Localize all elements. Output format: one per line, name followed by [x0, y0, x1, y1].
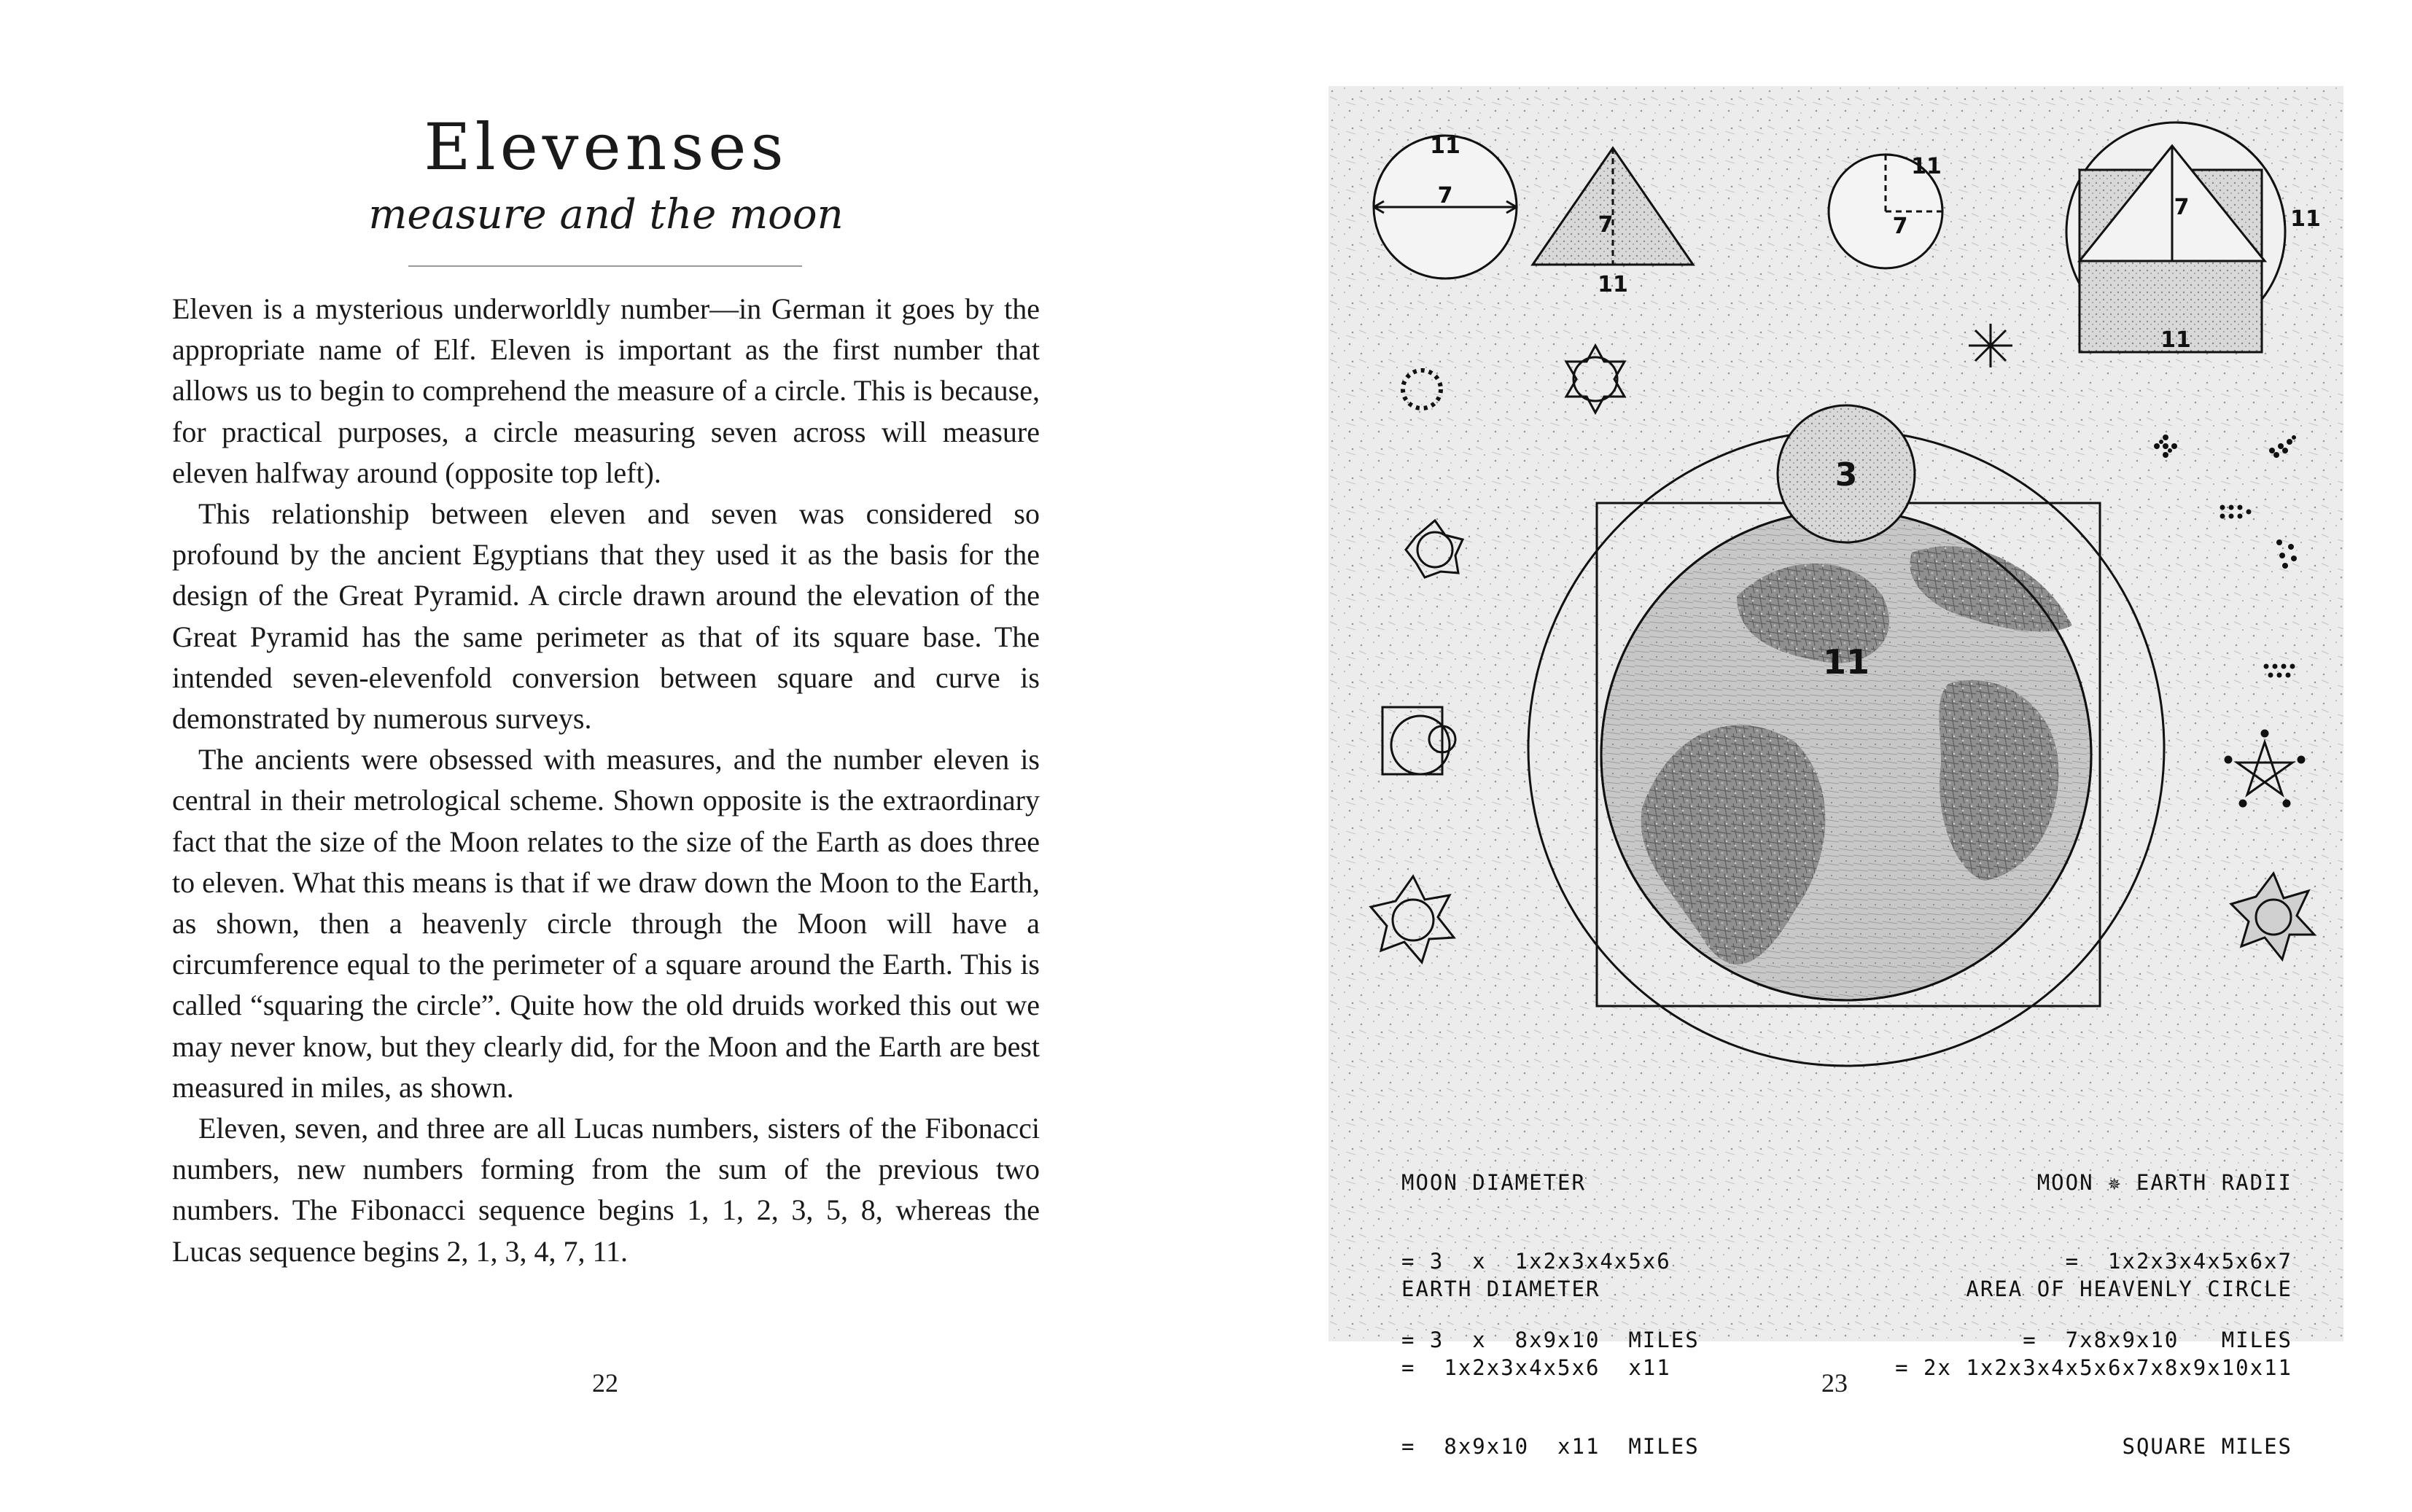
title-divider — [408, 265, 802, 267]
moon-diameter-line-2: = 3 x 8x9x10 MILES — [1401, 1328, 1700, 1352]
d4-side-number: 11 — [2290, 206, 2321, 232]
d1-top-number: 11 — [1430, 133, 1460, 159]
heavenly-circle-line-2: SQUARE MILES — [2122, 1434, 2292, 1459]
heavenly-circle-label — [1895, 1223, 2292, 1512]
page-title: Elevenses — [424, 109, 788, 184]
asterisk-icon — [1969, 324, 2012, 367]
body-text — [172, 289, 1040, 1272]
earth-diameter-line-1: = 1x2x3x4x5x6 x11 — [1401, 1355, 1671, 1380]
moon-earth-radii-line-1: = 1x2x3x4x5x6x7 — [2065, 1249, 2292, 1274]
earth-diameter-title: EARTH DIAMETER — [1401, 1277, 1600, 1301]
moon-earth-radii-line-2: = 7x8x9x10 MILES — [2023, 1328, 2292, 1352]
paragraph-3: The ancients were obsessed with measures, and the number eleven is central in their metrological scheme. Shown opposite is the extraordinary fact that the size of the Moon relates to the size of the Earth as does three to eleven. What this means is that if we draw down the Moon to the Earth, as shown, then a heavenly circle through the Moon will have a circumference equal to the perimeter of a square around the Earth. This is called “squaring the circle”. Quite how the old druids worked this out we may never know, but they clearly did, for the Moon and the Earth are best measured in miles, as shown. — [172, 743, 1040, 1104]
d3-top-number: 11 — [1911, 154, 1942, 179]
earth-diameter-line-2: = 8x9x10 x11 MILES — [1401, 1434, 1700, 1459]
squared-circle-pyramid-diagram — [2066, 122, 2285, 352]
right-page — [1206, 0, 2412, 1464]
heavenly-circle-title: AREA OF HEAVENLY CIRCLE — [1966, 1277, 2292, 1301]
moon-number: 3 — [1835, 456, 1858, 494]
heavenly-circle-line-1: = 2x 1x2x3x4x5x6x7x8x9x10x11 — [1895, 1355, 2292, 1380]
paragraph-4: Eleven, seven, and three are all Lucas numbers, sisters of the Fibonacci numbers, new numbers forming from the sum of the previous two numbers. The Fibonacci sequence begins 1, 1, 2, 3, 5, 8, whereas the Lucas sequence begins 2, 1, 3, 4, 7, 11. — [172, 1112, 1040, 1268]
d1-inner-number: 7 — [1437, 183, 1453, 209]
page-number-right: 23 — [1821, 1368, 1848, 1398]
page-number-left: 22 — [592, 1368, 618, 1398]
d3-inner-number: 7 — [1892, 214, 1908, 239]
left-page — [0, 0, 1206, 1464]
earth-number: 11 — [1822, 642, 1870, 682]
d2-bottom-number: 11 — [1598, 272, 1628, 297]
d4-bottom-number: 11 — [2160, 327, 2191, 353]
paragraph-1: Eleven is a mysterious underworldly number—in German it goes by the appropriate name of Elf. Eleven is important as the first number that allows us to begin to comprehend the measure of a circle. This is because, for practical purposes, a circle measuring seven across will measure eleven halfway around (opposite top left). — [172, 292, 1040, 489]
d4-inner-number: 7 — [2174, 195, 2190, 220]
moon-diameter-title: MOON DIAMETER — [1401, 1170, 1586, 1195]
earth-diameter-label — [1401, 1223, 1700, 1512]
moon-earth-radii-title: MOON ✵ EARTH RADII — [2036, 1170, 2292, 1195]
page-subtitle: measure and the moon — [368, 191, 844, 238]
paragraph-2: This relationship between eleven and seven was considered so profound by the ancient Egyptians that they used it as the basis for the design of the Great Pyramid. A circle drawn around the elevation of the Great Pyramid has the same perimeter as that of its square base. The intended seven-elevenfold conversion between square and curve is demonstrated by numerous surveys. — [172, 497, 1040, 736]
moon-diameter-line-1: = 3 x 1x2x3x4x5x6 — [1401, 1249, 1671, 1274]
d2-inner-number: 7 — [1598, 212, 1614, 238]
